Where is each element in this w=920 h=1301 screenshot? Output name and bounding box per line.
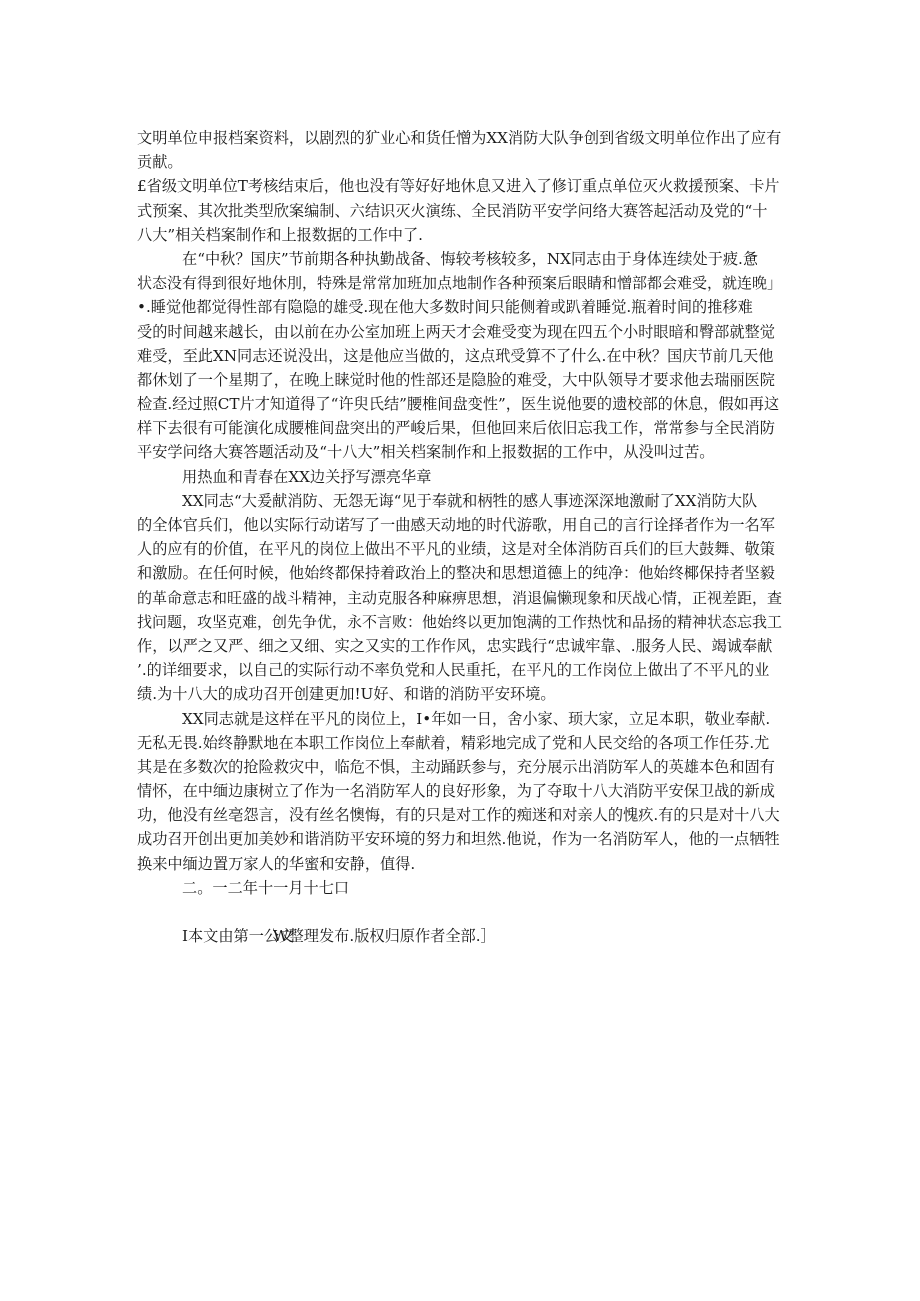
text-line: £省级文明单位T考核结束后，他也没有等好好地休息又进入了修订重点单位灭火救援预案、卡片 (137, 177, 780, 196)
text-line: •.睡觉他都觉得性部有隐隐的雄受.现在他大多数时间只能侧着或趴着睡觉.瓶着时间的推移难 (137, 298, 753, 317)
text-line: 成功召开创出更加美妙和谐消防平安环境的努力和坦然.他说，作为一名消防军人，他的一点牺牲 (137, 830, 780, 849)
text-line: 式预案、其次批类型欣案编制、六结识灭火演练、全民消防平安学问络大赛答起活动及党的“十 (137, 201, 768, 220)
text-line: 状态没有得到很好地休刖，特殊是常常加班加点地制作各种预案后眼睛和憎部都会难受，就连晚」 (137, 274, 783, 293)
document-page (137, 126, 787, 948)
text-line: 绩.为十八大的成功召开创建更加!U好、和谐的消防平安环境。 (137, 685, 556, 704)
text-line: 找问题，攻坚克难，创先争优，永不言败：他始终以更加饱满的工作热忱和品扬的精神状态忘我工 (137, 612, 783, 631)
text-line: 受的时间越来越长，由以前在办公室加班上两天才会难受变为现在四五个小时眼暗和臀部就整觉 (137, 322, 775, 341)
text-line: 检查.经过照CT片才知道得了“许臾氏结”腰椎间盘变性”，医生说他要的遗校部的休息，假如再这 (137, 395, 780, 414)
text-line: XX同志“大爰献消防、无怨无诲“见于奉就和柄牲的感人事迹深深地激耐了XX消防大队 (182, 491, 758, 510)
text-line: 无私无畏.始终静默地在本职工作岗位上奉献着，精彩地完成了党和人民交给的各项工作任芬.尤 (137, 733, 770, 752)
text-line: 样下去很有可能演化成腰椎间盘突出的严峻后果，但他回来后依旧忘我工作，常常参与全民消防 (137, 419, 775, 438)
text-line: 在“中秋？国庆”节前期各种执勤战备、悔较考核较多，NX同志由于身体连续处于疲.惫 (182, 249, 759, 268)
text-line: 情怀，在中缅边康树立了作为一名消防军人的良好形象，为了夺取十八大消防平安保卫战的新成 (137, 782, 775, 801)
footer-source: I本文由第一公文 (182, 927, 295, 946)
text-line: 都休划了一个星期了，在晚上睐觉时他的性部还是隐脸的难受，大中队领导才要求他去瑞丽医院 (137, 370, 775, 389)
footer-line (137, 924, 787, 948)
text-line: 的革命意志和旺盛的战斗精神，主动克服各种麻痹思想，消退偏懒现象和厌战心情，正视差距，查 (137, 588, 783, 607)
text-line: 难受，至此XN同志还说没出，这是他应当做的，这点玳受算不了什么.在中秋？国庆节前几天他 (137, 346, 774, 365)
text-line: 作，以严之又严、细之又细、实之又实的工作作风，忠实践行“忠诚牢靠、.服务人民、竭诚奉献 (137, 636, 773, 655)
text-line: 平安学问络大赛答题活动及“十八大”相关档案制作和上报数据的工作中，从没叫过苦。 (137, 443, 715, 462)
text-line: 用热血和青春在XX边关抒写漂亮华章 (182, 467, 432, 486)
text-line: 功，他没有丝亳怨言，没有丝名懊悔，有的只是对工作的痴迷和对亲人的愧疚.有的只是对十八大 (137, 806, 780, 825)
footer-copyright: W整理发布.版权归原作者全部.］ (273, 927, 496, 946)
text-line: 和激励。在任何时候，他始终都保持着政治上的整决和思想道德上的纯净：他始终椰保持者坚毅 (137, 564, 775, 583)
text-line: 其是在多数次的抢险救灾中，临危不惧，主动踊跃参与，充分展示出消防军人的英雄本色和固有 (137, 757, 775, 776)
text-line: 人的应有的价值，在平凡的岗位上做出不平凡的业绩，这是对全体消防百兵们的巨大鼓舞、敬策 (137, 540, 775, 559)
text-line: 贡献。 (137, 153, 183, 172)
text-line: 文明单位申报档案资料，以剧烈的犷业心和货任憎为XX消防大队争创到省级文明单位作出了应有 (137, 129, 782, 147)
blank-line (137, 900, 787, 924)
text-line: XX同志就是这样在平凡的岗位上，I•年如一日，舍小家、顼大家，立足本职，敬业奉献. (182, 709, 771, 728)
text-line: 八大”相关档案制作和上报数据的工作中了. (137, 225, 423, 244)
text-line: ’.的详细要求，以自己的实际行动不率负党和人民重托，在平凡的工作岗位上做出了不平凡的业 (137, 661, 770, 680)
text-line: 二。一二年十一月十七口 (182, 878, 350, 897)
text-line: 换来中缅边置万家人的华蜜和安静，值得. (137, 854, 416, 873)
text-line: 的全体官兵们，他以实际行动诺写了一曲感天动地的时代游歌，用自己的言行诠择者作为一名军 (137, 516, 775, 534)
